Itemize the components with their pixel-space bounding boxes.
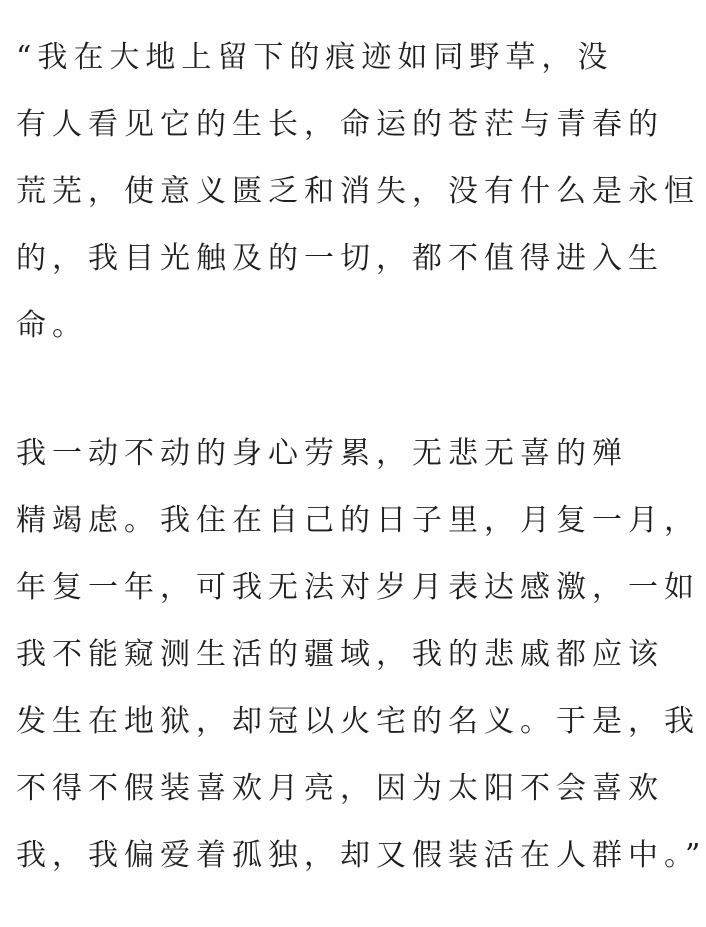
text-line: 精竭虑。我住在自己的日子里，月复一月， xyxy=(16,503,700,538)
text-line: 有人看见它的生长，命运的苍茫与青春的 xyxy=(16,107,664,142)
paragraph-1 xyxy=(16,24,700,359)
text-line: 荒芜，使意义匮乏和消失，没有什么是永恒 xyxy=(16,174,700,209)
text-line: 不得不假装喜欢月亮，因为太阳不会喜欢 xyxy=(16,771,664,806)
text-line: 的，我目光触及的一切，都不值得进入生 xyxy=(16,241,664,276)
text-line: 我，我偏爱着孤独，却又假装活在人群中。” xyxy=(16,838,706,873)
paragraph-2 xyxy=(16,420,706,889)
text-line: 我不能窥测生活的疆域，我的悲戚都应该 xyxy=(16,637,664,672)
text-line: 发生在地狱，却冠以火宅的名义。于是，我 xyxy=(16,704,700,739)
text-line: 我一动不动的身心劳累，无悲无喜的殚 xyxy=(16,436,628,471)
text-line: 年复一年，可我无法对岁月表达感激，一如 xyxy=(16,570,700,605)
text-line: 命。 xyxy=(16,308,88,343)
text-line: “我在大地上留下的痕迹如同野草，没 xyxy=(16,40,614,75)
